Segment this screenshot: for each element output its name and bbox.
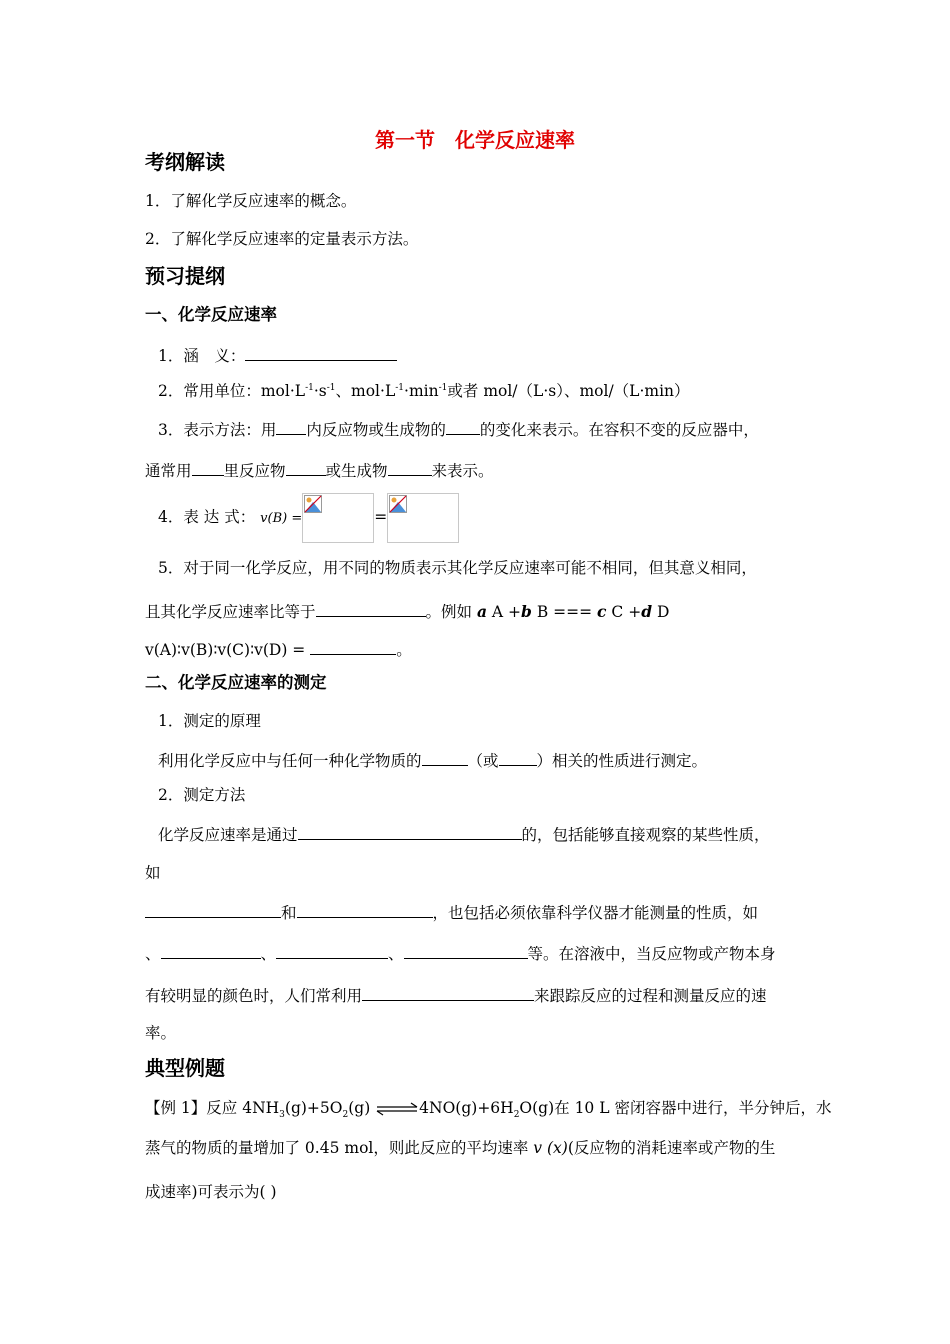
formula-image-1 (302, 493, 374, 543)
definition-label: 1．涵 义： (158, 347, 246, 365)
example-line-2: 蒸气的物质的量增加了 0.45 mol，则此反应的平均速率 v (x)(反应物的消耗速率或产物的生 (145, 1139, 776, 1157)
blank-principle-1[interactable] (422, 747, 468, 766)
equilibrium-arrow-icon (375, 1102, 419, 1116)
method-line-1: 3．表示方法：用 内反应物或生成物的 的变化来表示。在容积不变的反应器中， (158, 416, 759, 441)
measure-line-2: 如 (145, 864, 161, 882)
measure-line-5: 有较明显的颜色时，人们常利用 来跟踪反应的过程和测量反应的速 (145, 982, 767, 1007)
principle-label: 1．测定的原理 (158, 712, 261, 730)
measure-line-4: 、 、 、 等。在溶液中，当反应物或产物本身 (145, 940, 776, 965)
measure-line-6: 率。 (145, 1024, 177, 1042)
blank-measure-2[interactable] (145, 899, 281, 918)
ratio-line-3: v(A)∶v(B)∶v(C)∶v(D) = 。 (145, 636, 412, 661)
blank-measure-7[interactable] (362, 982, 534, 1001)
method-line-2: 通常用 里反应物 或生成物 来表示。 (145, 457, 494, 482)
blank-definition[interactable] (245, 342, 397, 361)
blank-method-2[interactable] (446, 416, 480, 435)
broken-image-icon (304, 495, 322, 513)
definition-line (158, 342, 397, 367)
blank-ratio[interactable] (316, 598, 426, 617)
blank-method-3[interactable] (192, 457, 224, 476)
example-line-3: 成速率)可表示为( ) (145, 1183, 277, 1201)
section-heading-yuxi: 预习提纲 (145, 264, 225, 288)
blank-measure-1[interactable] (298, 821, 522, 840)
blank-measure-5[interactable] (276, 940, 388, 959)
blank-method-1[interactable] (276, 416, 306, 435)
measure-line-1: 化学反应速率是通过 的，包括能够直接观察的某些性质， (158, 821, 770, 846)
page-title: 第一节 化学反应速率 (375, 128, 575, 152)
kaogang-item-2: 2．了解化学反应速率的定量表示方法。 (145, 230, 419, 248)
section-heading-kaogang: 考纲解读 (145, 150, 225, 174)
blank-measure-3[interactable] (297, 899, 433, 918)
blank-principle-2[interactable] (499, 747, 537, 766)
ratio-line-1: 5．对于同一化学反应，用不同的物质表示其化学反应速率可能不相同，但其意义相同， (158, 559, 757, 577)
expression-line: 4．表 达 式： v(B) = = (158, 492, 459, 544)
part2-heading: 二、化学反应速率的测定 (145, 673, 327, 692)
part1-heading: 一、化学反应速率 (145, 305, 277, 324)
units-line: 2．常用单位：$mol\cdot L^{-1}\cdot s^{-1}$、$mol\cdot L^{-1}\cdot\min^{-1}$或者 mol/（L·s）、mol/（L·min） (158, 382, 690, 400)
broken-image-icon (389, 495, 407, 513)
blank-method-4[interactable] (286, 457, 326, 476)
blank-method-5[interactable] (388, 457, 432, 476)
section-heading-dianxing: 典型例题 (145, 1056, 225, 1080)
measure-line-3: 和 ，也包括必须依靠科学仪器才能测量的性质，如 (145, 899, 758, 924)
kaogang-item-1: 1．了解化学反应速率的概念。 (145, 192, 357, 210)
method-label: 2．测定方法 (158, 786, 246, 804)
ratio-line-2: 且其化学反应速率比等于 。例如 a A +b B === c C +d D (145, 598, 669, 623)
blank-measure-4[interactable] (161, 940, 261, 959)
principle-line: 利用化学反应中与任何一种化学物质的 （或 ）相关的性质进行测定。 (158, 747, 707, 772)
blank-ratio-value[interactable] (310, 636, 396, 655)
example-line-1: 【例 1】反应 $4NH_3(g)+5O_2(g)$ $4NO(g)+6H_2O(g)$在 10 L 密闭容器中进行，半分钟后，水 (145, 1099, 832, 1121)
blank-measure-6[interactable] (404, 940, 528, 959)
formula-image-2 (387, 493, 459, 543)
